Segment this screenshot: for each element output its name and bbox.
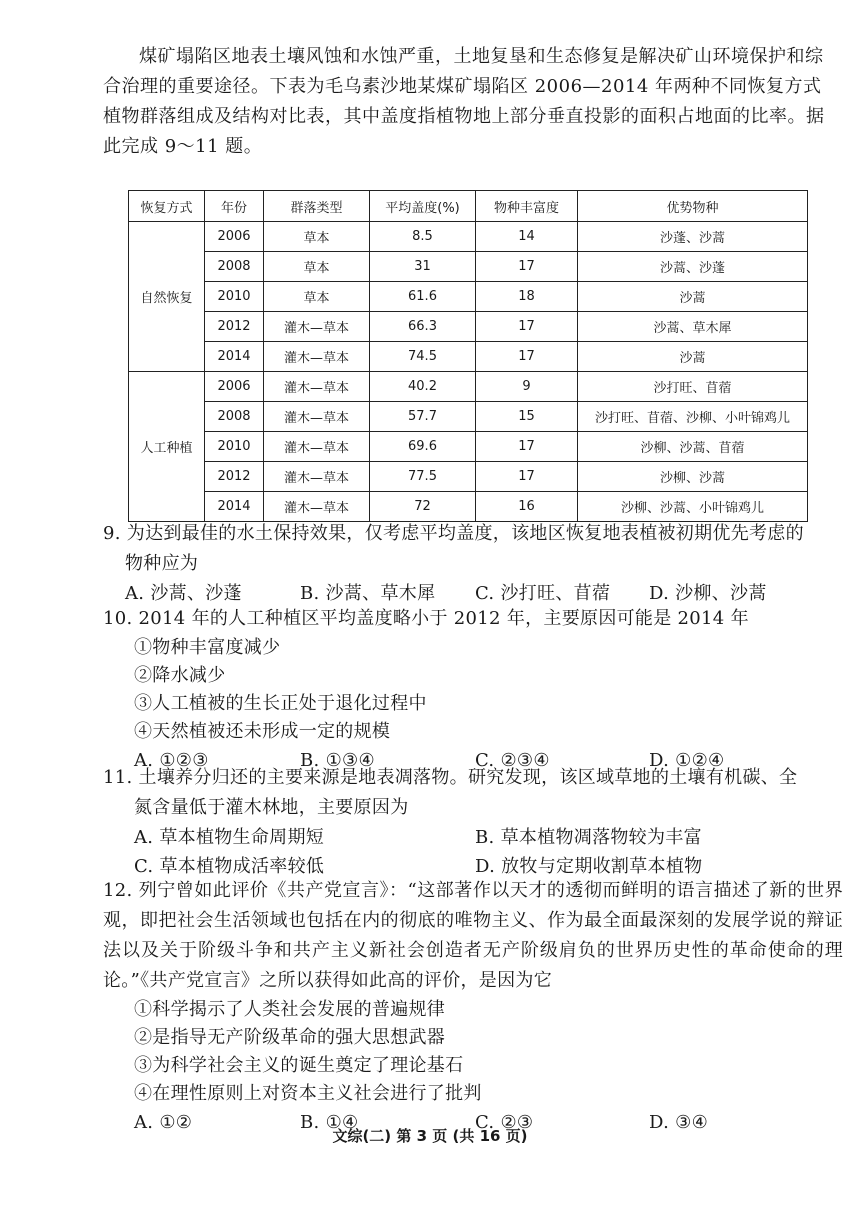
q10-option-d[interactable]: D. ①②④ <box>649 750 725 771</box>
species-richness-cell: 16 <box>476 492 578 522</box>
q9-option-d[interactable]: D. 沙柳、沙蒿 <box>649 583 767 604</box>
q9-option-a[interactable]: A. 沙蒿、沙蓬 <box>125 583 242 604</box>
table-row <box>129 402 808 432</box>
q9-option-c[interactable]: C. 沙打旺、苜蓿 <box>475 583 611 604</box>
year-cell: 2006 <box>205 222 264 252</box>
species-richness-cell: 17 <box>476 252 578 282</box>
year-cell: 2008 <box>205 402 264 432</box>
dominant-species-cell: 沙打旺、苜蓿、沙柳、小叶锦鸡儿 <box>578 402 808 432</box>
avg-coverage-cell: 8.5 <box>370 222 476 252</box>
community-type-cell: 灌木—草本 <box>264 432 370 462</box>
q12-item-3: ③为科学社会主义的诞生奠定了理论基石 <box>134 1055 464 1076</box>
q10-item-3: ③人工植被的生长正处于退化过程中 <box>134 693 427 714</box>
q10-option-c[interactable]: C. ②③④ <box>475 750 550 771</box>
header-species-richness: 物种丰富度 <box>476 191 578 222</box>
page-footer: 文综(二) 第 3 页 (共 16 页) <box>332 1127 528 1145</box>
avg-coverage-cell: 40.2 <box>370 372 476 402</box>
dominant-species-cell: 沙蒿、沙蓬 <box>578 252 808 282</box>
dominant-species-cell: 沙蓬、沙蒿 <box>578 222 808 252</box>
species-richness-cell: 17 <box>476 342 578 372</box>
year-cell: 2010 <box>205 282 264 312</box>
question-9-stem-line2: 物种应为 <box>125 553 199 574</box>
avg-coverage-cell: 72 <box>370 492 476 522</box>
header-community-type: 群落类型 <box>264 191 370 222</box>
q12-option-c[interactable]: C. ②③ <box>475 1112 534 1133</box>
avg-coverage-cell: 31 <box>370 252 476 282</box>
table-row <box>129 372 808 402</box>
avg-coverage-cell: 66.3 <box>370 312 476 342</box>
intro-paragraph: 煤矿塌陷区地表土壤风蚀和水蚀严重，土地复垦和生态修复是解决矿山环境保护和综合治理的重要途径。下表为毛乌素沙地某煤矿塌陷区 2006—2014 年两种不同恢复方式植物群落组成及结构对比表，其中盖度指植物地上部分垂直投影的面积占地面的比率。据此完成 9～11 题。 <box>103 46 825 157</box>
species-richness-cell: 18 <box>476 282 578 312</box>
dominant-species-cell: 沙柳、沙蒿、小叶锦鸡儿 <box>578 492 808 522</box>
q12-item-4: ④在理性原则上对资本主义社会进行了批判 <box>134 1083 482 1104</box>
question-10-stem: 10. 2014 年的人工种植区平均盖度略小于 2012 年，主要原因可能是 2014 年 <box>103 608 749 629</box>
question-12 <box>103 876 843 1137</box>
year-cell: 2014 <box>205 342 264 372</box>
community-type-cell: 灌木—草本 <box>264 462 370 492</box>
species-richness-cell: 9 <box>476 372 578 402</box>
year-cell: 2006 <box>205 372 264 402</box>
dominant-species-cell: 沙打旺、苜蓿 <box>578 372 808 402</box>
avg-coverage-cell: 74.5 <box>370 342 476 372</box>
species-richness-cell: 17 <box>476 462 578 492</box>
dominant-species-cell: 沙蒿 <box>578 342 808 372</box>
species-richness-cell: 17 <box>476 312 578 342</box>
year-cell: 2010 <box>205 432 264 462</box>
q12-item-1: ①科学揭示了人类社会发展的普遍规律 <box>134 999 446 1020</box>
dominant-species-cell: 沙柳、沙蒿 <box>578 462 808 492</box>
q12-option-a[interactable]: A. ①② <box>134 1112 193 1133</box>
table-row <box>129 282 808 312</box>
avg-coverage-cell: 61.6 <box>370 282 476 312</box>
question-12-stem: 12. 列宁曾如此评价《共产党宣言》：“这部著作以天才的透彻而鲜明的语言描述了新的世界观，即把社会生活领域也包括在内的彻底的唯物主义、作为最全面最深刻的发展学说的辩证法以及关于阶级斗争和共产主义新社会创造者无产阶级肩负的世界历史性的革命使命的理论。”《共产党宣言》之所以获得如此高的评价，是因为它 <box>103 880 843 991</box>
table-row <box>129 492 808 522</box>
question-11-stem-line1: 11. 土壤养分归还的主要来源是地表凋落物。研究发现，该区域草地的土壤有机碳、全 <box>103 767 798 788</box>
q10-item-1: ①物种丰富度减少 <box>134 637 281 658</box>
year-cell: 2008 <box>205 252 264 282</box>
table-row <box>129 312 808 342</box>
question-11 <box>103 763 843 881</box>
q12-option-b[interactable]: B. ①④ <box>300 1112 359 1133</box>
dominant-species-cell: 沙蒿 <box>578 282 808 312</box>
q10-item-2: ②降水减少 <box>134 665 226 686</box>
table-row <box>129 462 808 492</box>
community-type-cell: 灌木—草本 <box>264 492 370 522</box>
q11-option-d[interactable]: D. 放牧与定期收割草本植物 <box>475 856 703 877</box>
year-cell: 2012 <box>205 462 264 492</box>
table-row <box>129 252 808 282</box>
question-10 <box>103 604 843 775</box>
question-9-stem-line1: 9. 为达到最佳的水土保持效果，仅考虑平均盖度，该地区恢复地表植被初期优先考虑的 <box>103 523 804 544</box>
avg-coverage-cell: 77.5 <box>370 462 476 492</box>
table-header-row <box>129 191 808 222</box>
question-11-options-row1 <box>103 823 843 852</box>
header-dominant-species: 优势物种 <box>578 191 808 222</box>
q12-item-2: ②是指导无产阶级革命的强大思想武器 <box>134 1027 446 1048</box>
q11-option-c[interactable]: C. 草本植物成活率较低 <box>134 856 325 877</box>
question-9 <box>103 519 843 608</box>
q9-option-b[interactable]: B. 沙蒿、草木犀 <box>300 583 436 604</box>
community-type-cell: 草本 <box>264 252 370 282</box>
method-cell: 人工种植 <box>129 372 205 522</box>
dominant-species-cell: 沙蒿、草木犀 <box>578 312 808 342</box>
q10-option-b[interactable]: B. ①③④ <box>300 750 375 771</box>
vegetation-comparison-table <box>128 190 808 522</box>
avg-coverage-cell: 69.6 <box>370 432 476 462</box>
method-cell: 自然恢复 <box>129 222 205 372</box>
species-richness-cell: 17 <box>476 432 578 462</box>
q12-option-d[interactable]: D. ③④ <box>649 1112 709 1133</box>
community-type-cell: 灌木—草本 <box>264 342 370 372</box>
species-richness-cell: 15 <box>476 402 578 432</box>
community-type-cell: 灌木—草本 <box>264 402 370 432</box>
table-row <box>129 222 808 252</box>
q11-option-b[interactable]: B. 草本植物凋落物较为丰富 <box>475 827 702 848</box>
year-cell: 2014 <box>205 492 264 522</box>
question-11-stem-line2: 氮含量低于灌木林地，主要原因为 <box>134 797 409 818</box>
community-type-cell: 草本 <box>264 222 370 252</box>
table-row <box>129 342 808 372</box>
community-type-cell: 灌木—草本 <box>264 372 370 402</box>
table-row <box>129 432 808 462</box>
community-type-cell: 灌木—草本 <box>264 312 370 342</box>
dominant-species-cell: 沙柳、沙蒿、苜蓿 <box>578 432 808 462</box>
year-cell: 2012 <box>205 312 264 342</box>
q10-option-a[interactable]: A. ①②③ <box>134 750 209 771</box>
avg-coverage-cell: 57.7 <box>370 402 476 432</box>
header-year: 年份 <box>205 191 264 222</box>
q11-option-a[interactable]: A. 草本植物生命周期短 <box>134 827 325 848</box>
header-avg-coverage: 平均盖度(%) <box>370 191 476 222</box>
community-type-cell: 草本 <box>264 282 370 312</box>
species-richness-cell: 14 <box>476 222 578 252</box>
header-method: 恢复方式 <box>129 191 205 222</box>
table-body <box>129 222 808 522</box>
q10-item-4: ④天然植被还未形成一定的规模 <box>134 721 391 742</box>
